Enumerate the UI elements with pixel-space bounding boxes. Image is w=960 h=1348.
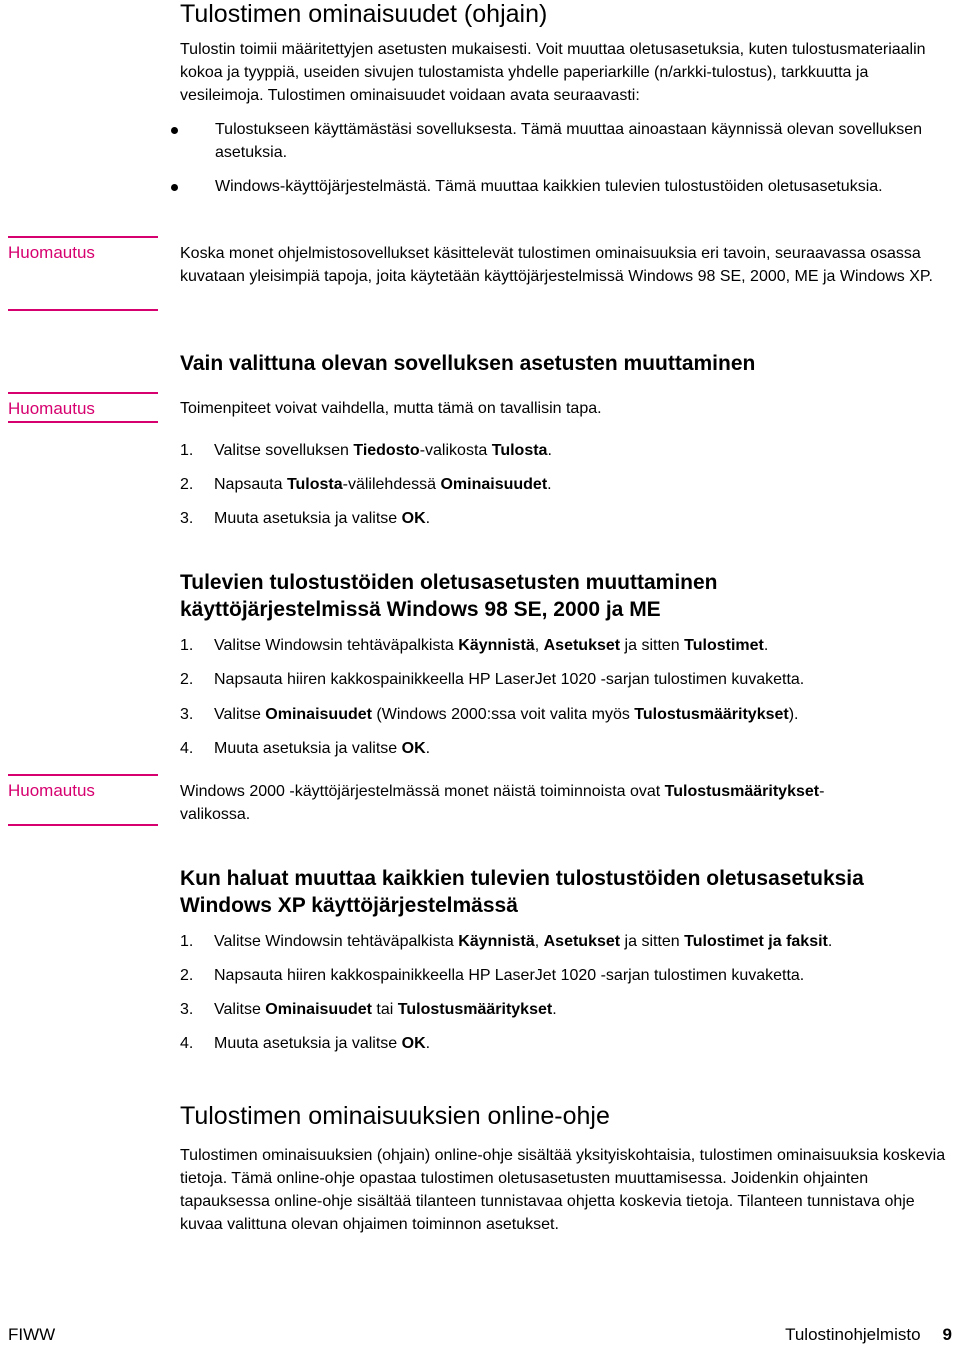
page-title: Tulostimen ominaisuudet (ohjain) [180,0,548,28]
note-top-rule [8,774,158,776]
bullet-icon [171,127,178,134]
step-item: 1. Valitse Windowsin tehtäväpalkista Käynnistä, Asetukset ja sitten Tulostimet. [180,637,769,654]
section-title: Tulostimen ominaisuuksien online-ohje [180,1102,610,1130]
step-item: 3. Muuta asetuksia ja valitse OK. [180,510,431,527]
step-item: 3. Valitse Ominaisuudet tai Tulostusmääritykset. [180,1001,557,1018]
note-text: Windows 2000 -käyttöjärjestelmässä monet näistä toiminnoista ovat Tulostusmääritykset- valikossa. [180,783,825,823]
step-item: 1. Valitse Windowsin tehtäväpalkista Käynnistä, Asetukset ja sitten Tulostimet ja faksit. [180,933,833,950]
note-bottom-rule [8,309,158,311]
step-item: 4. Muuta asetuksia ja valitse OK. [180,740,431,757]
step-item: 2. Napsauta hiiren kakkospainikkeella HP LaserJet 1020 -sarjan tulostimen kuvaketta. [180,967,805,984]
note-text: Koska monet ohjelmistosovellukset käsittelevät tulostimen ominaisuuksia eri tavoin, seuraavassa osassa kuvataan yleisimpiä tapoja, joita käytetään käyttöjärjestelmissä Windows 98 SE, 2000, ME ja Windows XP. [180,245,933,285]
note-top-rule [8,236,158,238]
bullet-item: Tulostukseen käyttämästäsi sovelluksesta. Tämä muuttaa ainoastaan käynnissä olevan sovelluksen asetuksia. [180,118,952,164]
note-label: Huomautus [8,781,95,800]
section-heading: Tulevien tulostustöiden oletusasetusten muuttaminen käyttöjärjestelmissä Windows 98 SE, 2000 ja ME [180,571,718,621]
footer-chapter: Tulostinohjelmisto [785,1325,921,1344]
note-text: Toimenpiteet voivat vaihdella, mutta tämä on tavallisin tapa. [180,400,602,417]
section-heading: Kun haluat muuttaa kaikkien tulevien tulostustöiden oletusasetuksia Windows XP käyttöjärjestelmässä [180,867,864,917]
help-paragraph: Tulostimen ominaisuuksien (ohjain) online-ohje sisältää yksityiskohtaisia, tulostimen ominaisuuksia koskevia tietoja. Tämä online-ohje opastaa tulostimen oletusasetusten muuttamisessa. Joidenkin ohjainten tapauksessa online-ohje sisältää tilanteen tunnistavaa ohjetta koskevia tietoja. Tilanteen tunnistava ohje kuvaa valittuna olevan ohjaimen toiminnon asetukset. [180,1147,946,1233]
footer-left: FIWW [8,1325,56,1344]
intro-paragraph: Tulostin toimii määritettyjen asetusten mukaisesti. Voit muuttaa oletusasetuksia, kuten tulostusmateriaalin kokoa ja tyyppiä, useiden sivujen tulostamista yhdelle paperiarkille (n/arkki-tulostus), tarkkuutta ja vesileimoja. Tulostimen ominaisuudet voidaan avata seuraavasti: [180,41,926,104]
note-label: Huomautus [8,399,95,418]
footer-right [785,1325,952,1345]
bullet-icon [171,184,178,191]
step-item: 2. Napsauta hiiren kakkospainikkeella HP LaserJet 1020 -sarjan tulostimen kuvaketta. [180,671,805,688]
note-top-rule [8,392,158,394]
section-heading: Vain valittuna olevan sovelluksen asetusten muuttaminen [180,352,756,375]
note-label: Huomautus [8,243,95,262]
bullet-item: Windows-käyttöjärjestelmästä. Tämä muuttaa kaikkien tulevien tulostustöiden oletusasetuksia. [180,175,952,198]
step-item: 3. Valitse Ominaisuudet (Windows 2000:ssa voit valita myös Tulostusmääritykset). [180,706,799,723]
note-bottom-rule [8,824,158,826]
step-item: 1. Valitse sovelluksen Tiedosto-valikosta Tulosta. [180,442,552,459]
note-bottom-rule [8,421,158,423]
step-item: 2. Napsauta Tulosta-välilehdessä Ominaisuudet. [180,476,552,493]
step-item: 4. Muuta asetuksia ja valitse OK. [180,1035,431,1052]
page-number: 9 [942,1325,952,1344]
